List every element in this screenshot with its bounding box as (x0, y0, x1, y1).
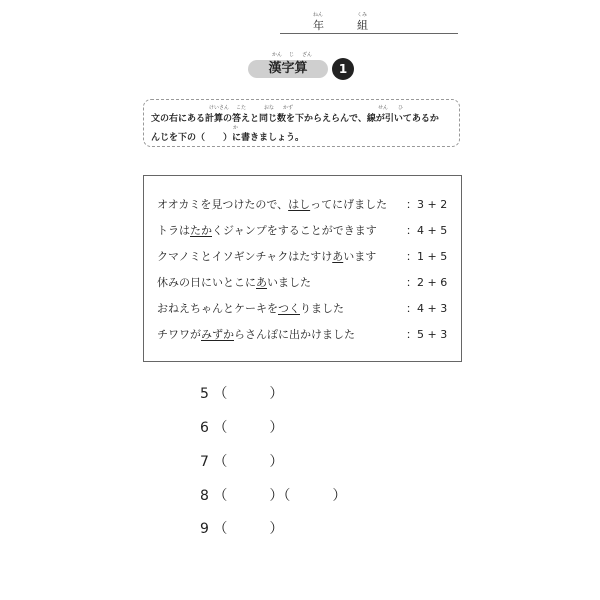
question-text-4: 休みの日にいとこにあいました (157, 276, 311, 289)
answer-row-6: 6 （ ） (200, 417, 283, 437)
question-text-3: クマノミとイソギンチャクはたすけあいます (157, 250, 377, 263)
answer-row-9: 9 （ ） (200, 518, 283, 538)
instr-ruby-ka: か (233, 125, 239, 131)
instruction-line-2: んじを下の（ ）に書きましょう。 (151, 133, 305, 143)
underlined-word: つく (278, 302, 300, 315)
underlined-word: みずか (201, 328, 234, 341)
name-line (280, 33, 458, 34)
question-calc-2: ：4 + 5 (406, 224, 448, 237)
instr-ruby-sen: せん (378, 105, 389, 111)
title-ruby-3: ざん (302, 52, 313, 58)
answer-blank[interactable]: （ ） (213, 420, 284, 436)
instr-ruby-keisan: けいさん (209, 105, 230, 111)
underlined-word: あ (332, 250, 344, 263)
title-ruby-1: かん (272, 52, 283, 58)
answer-row-8: 8 （ ）（ ） (200, 485, 346, 505)
underlined-word: はし (288, 198, 311, 211)
instruction-line-1: 文の右にある計算の答えと同じ数を下からえらんで、線が引いてあるか (151, 114, 439, 124)
question-text-1: オオカミを見つけたので、はしってにげました (157, 198, 388, 211)
underlined-word: たか (190, 224, 212, 237)
page-title: 漢字算 (248, 60, 328, 78)
underlined-word: あ (256, 276, 267, 289)
answer-blank[interactable]: （ ） (213, 454, 284, 470)
answer-blank[interactable]: （ ）（ ） (213, 488, 347, 504)
year-label: 年 (313, 19, 324, 32)
question-text-5: おねえちゃんとケーキをつくりました (157, 302, 344, 315)
year-ruby: ねん (313, 12, 324, 18)
instr-ruby-kazu: かず (283, 105, 294, 111)
instr-ruby-kota: こた (236, 105, 247, 111)
answer-blank[interactable]: （ ） (213, 521, 284, 537)
answer-blank[interactable]: （ ） (213, 386, 284, 402)
question-text-2: トラはたかくジャンプをすることができます (157, 224, 377, 237)
question-calc-3: ：1 + 5 (406, 250, 448, 263)
answer-row-7: 7 （ ） (200, 451, 283, 471)
title-number-badge: 1 (332, 58, 354, 80)
question-calc-1: ：3 + 2 (406, 198, 448, 211)
title-ruby-2: じ (289, 52, 295, 58)
question-calc-5: ：4 + 3 (406, 302, 448, 315)
instr-ruby-hi: ひ (398, 105, 404, 111)
class-ruby: くみ (357, 12, 368, 18)
question-calc-6: ：5 + 3 (406, 328, 448, 341)
class-label: 組 (357, 19, 368, 32)
question-calc-4: ：2 + 6 (406, 276, 448, 289)
instr-ruby-ona: おな (264, 105, 275, 111)
answer-row-5: 5 （ ） (200, 383, 283, 403)
question-text-6: チワワがみずからさんぽに出かけました (157, 328, 355, 341)
